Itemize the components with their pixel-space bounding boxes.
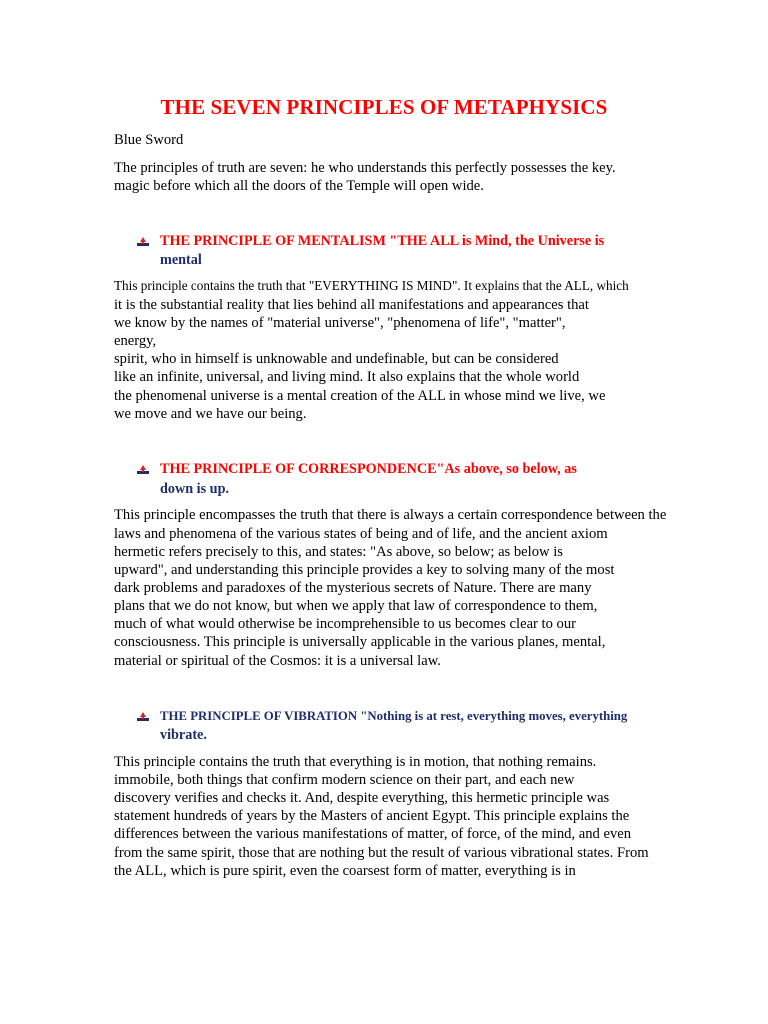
body-line: energy, — [114, 333, 157, 349]
author-line: Blue Sword — [114, 132, 184, 148]
body-line: discovery verifies and checks it. And, despite everything, this hermetic principle was — [114, 790, 610, 806]
bullet-arrow-icon — [137, 712, 149, 722]
intro-line: magic before which all the doors of the Temple will open wide. — [114, 178, 484, 194]
body-line: from the same spirit, those that are nothing but the result of various vibrational states. From — [114, 845, 649, 861]
body-line: we know by the names of "material universe", "phenomena of life", "matter", — [114, 315, 566, 331]
body-line: like an infinite, universal, and living mind. It also explains that the whole world — [114, 369, 580, 385]
section-heading: THE PRINCIPLE OF VIBRATION "Nothing is at rest, everything moves, everything — [160, 709, 628, 723]
body-line: differences between the various manifestations of matter, of force, of the mind, and even — [114, 826, 632, 842]
section-heading: THE PRINCIPLE OF MENTALISM "THE ALL is Mind, the Universe is — [160, 233, 605, 249]
bullet-arrow-icon — [137, 465, 149, 475]
body-line: material or spiritual of the Cosmos: it is a universal law. — [114, 653, 441, 669]
body-line: This principle contains the truth that "EVERYTHING IS MIND". It explains that the ALL, which — [114, 278, 629, 293]
body-line: spirit, who in himself is unknowable and undefinable, but can be considered — [114, 351, 559, 367]
body-line: much of what would otherwise be incomprehensible to us becomes clear to our — [114, 616, 577, 632]
body-line: hermetic refers precisely to this, and states: "As above, so below; as below is — [114, 544, 563, 560]
intro-line: The principles of truth are seven: he who understands this perfectly possesses the key. — [114, 160, 616, 176]
body-line: we move and we have our being. — [114, 406, 307, 422]
body-line: dark problems and paradoxes of the mysterious secrets of Nature. There are many — [114, 580, 592, 596]
section-heading: THE PRINCIPLE OF CORRESPONDENCE"As above, so below, as — [160, 461, 577, 477]
body-line: upward", and understanding this principle provides a key to solving many of the most — [114, 562, 615, 578]
body-line: statement hundreds of years by the Masters of ancient Egypt. This principle explains the — [114, 808, 630, 824]
section-heading-continued: down is up. — [160, 481, 230, 497]
body-line: laws and phenomena of the various states of being and of life, and the ancient axiom — [114, 526, 608, 542]
body-line: consciousness. This principle is universally applicable in the various planes, mental, — [114, 634, 606, 650]
body-line: the ALL, which is pure spirit, even the coarsest form of matter, everything is in — [114, 863, 576, 879]
body-line: This principle contains the truth that everything is in motion, that nothing remains. — [114, 754, 597, 770]
body-line: immobile, both things that confirm modern science on their part, and each new — [114, 772, 575, 788]
body-line: plans that we do not know, but when we apply that law of correspondence to them, — [114, 598, 598, 614]
page-title: THE SEVEN PRINCIPLES OF METAPHYSICS — [160, 95, 608, 119]
section-heading-continued: vibrate. — [160, 727, 207, 743]
body-line: This principle encompasses the truth that there is always a certain correspondence between the — [114, 507, 667, 523]
body-line: it is the substantial reality that lies behind all manifestations and appearances that — [114, 297, 589, 313]
body-line: the phenomenal universe is a mental creation of the ALL in whose mind we live, we — [114, 388, 606, 404]
bullet-arrow-icon — [137, 237, 149, 247]
section-heading-continued: mental — [160, 252, 202, 268]
